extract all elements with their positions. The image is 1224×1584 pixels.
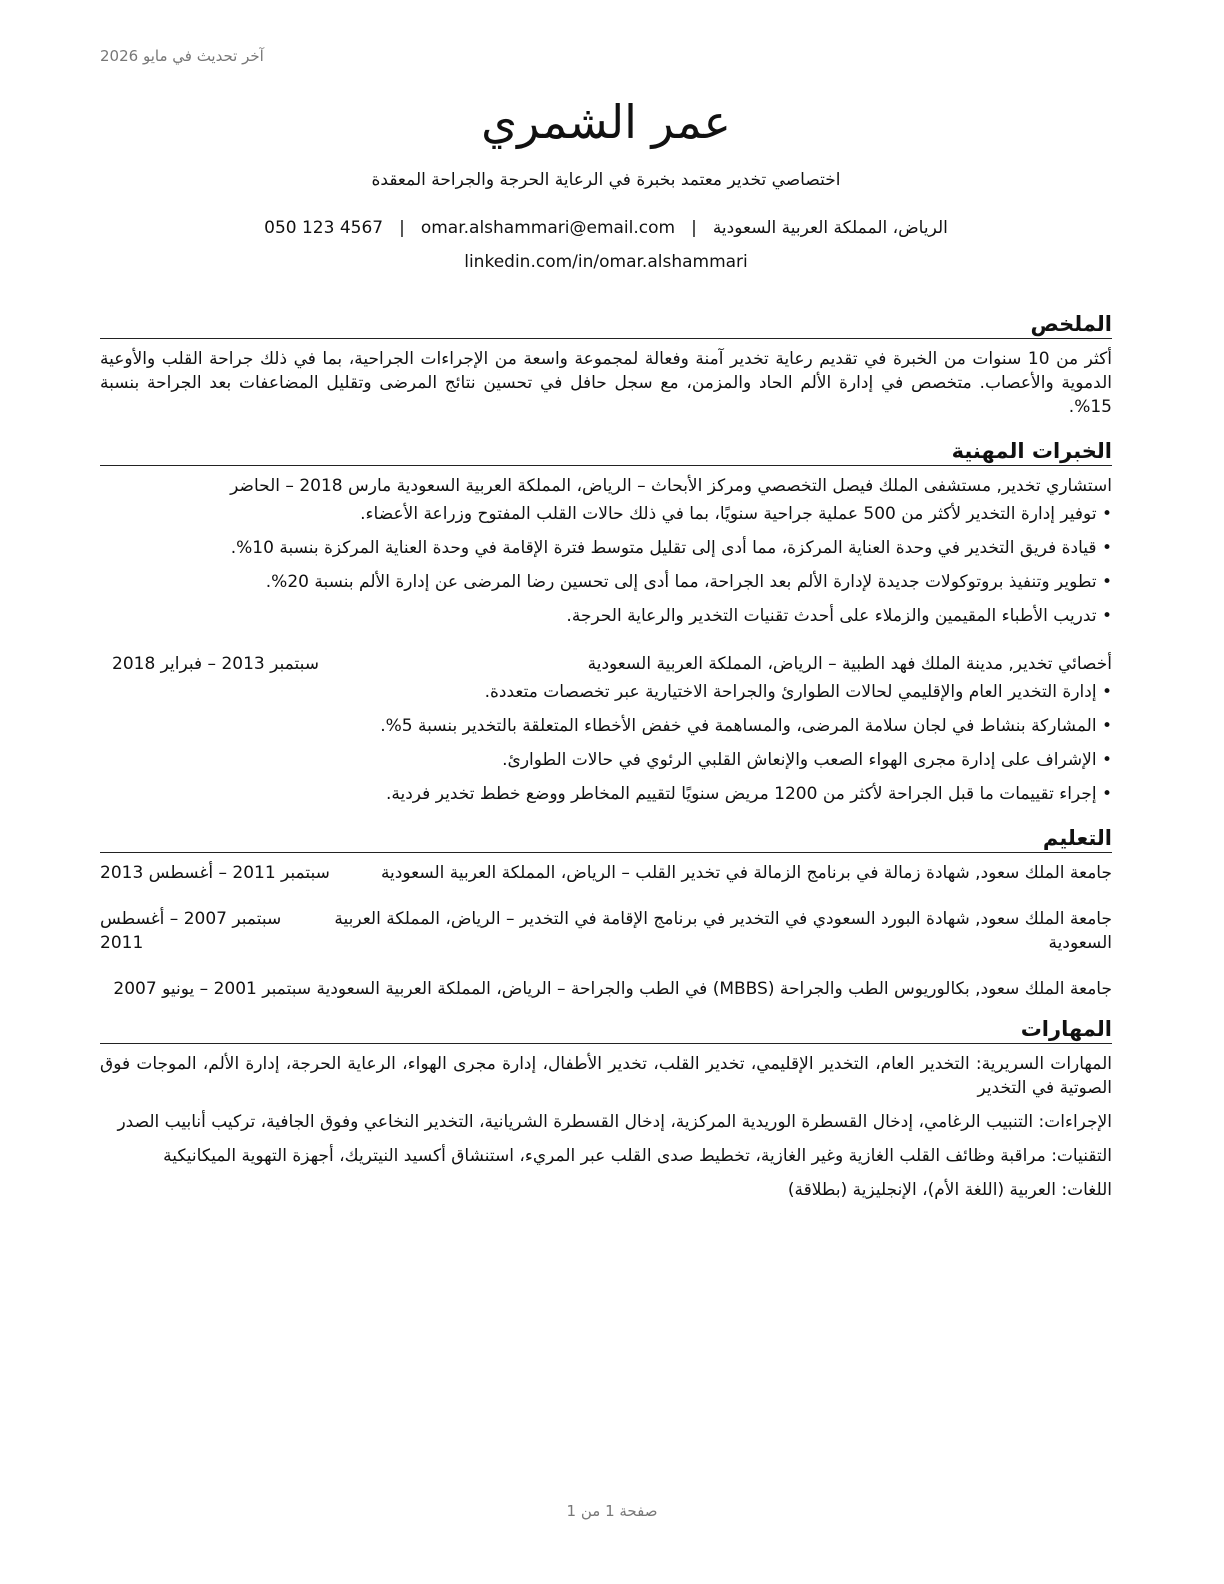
experience-item (100, 652, 1112, 806)
phone: 050 123 4567 (264, 218, 384, 238)
experience-item (100, 474, 1112, 628)
education-dates: سبتمبر 2011 – أغسطس 2013 (100, 863, 330, 883)
experience-title: الخبرات المهنية (100, 437, 1112, 466)
separator: | (691, 218, 697, 238)
list-item: • تدريب الأطباء المقيمين والزملاء على أحدث تقنيات التخدير والرعاية الحرجة. (100, 604, 1112, 628)
job-heading: أخصائي تخدير, مدينة الملك فهد الطبية – الرياض، المملكة العربية السعودية (587, 654, 1112, 674)
skills-clinical: المهارات السريرية: التخدير العام، التخدير الإقليمي، تخدير القلب، تخدير الأطفال، إدارة مجرى الهواء، الرعاية الحرجة، إدارة الألم، الموجات فوق الصوتية في التخدير (100, 1054, 1112, 1098)
list-item: • تطوير وتنفيذ بروتوكولات جديدة لإدارة الألم بعد الجراحة، مما أدى إلى تحسين رضا المرضى عن إدارة الألم بنسبة 20%. (100, 570, 1112, 594)
list-item: • إدارة التخدير العام والإقليمي لحالات الطوارئ والجراحة الاختيارية عبر تخصصات متعددة. (100, 680, 1112, 704)
skills-procedures: الإجراءات: التنبيب الرغامي، إدخال القسطرة الوريدية المركزية، إدخال القسطرة الشريانية، التخدير النخاعي وفوق الجافية، تركيب أنابيب الصدر (117, 1112, 1112, 1132)
page-number: صفحة 1 من 1 (566, 1502, 658, 1520)
contact-line (100, 216, 1112, 240)
list-item: • المشاركة بنشاط في لجان سلامة المرضى، والمساهمة في خفض الأخطاء المتعلقة بالتخدير بنسبة 5%. (100, 714, 1112, 738)
education-item (100, 907, 1112, 955)
education-item (100, 977, 1112, 1001)
job-bullets (100, 502, 1112, 628)
email-link[interactable]: omar.alshammari@email.com (420, 218, 676, 238)
candidate-headline: اختصاصي تخدير معتمد بخبرة في الرعاية الحرجة والجراحة المعقدة (371, 170, 841, 190)
candidate-name: عمر الشمري (481, 95, 731, 149)
skills-techniques: التقنيات: مراقبة وظائف القلب الغازية وغير الغازية، تخطيط صدى القلب عبر المريء، استنشاق أكسيد النيتريك، أجهزة التهوية الميكانيكية (163, 1146, 1112, 1166)
list-item: • توفير إدارة التخدير لأكثر من 500 عملية جراحية سنويًا، بما في ذلك حالات القلب المفتوح وزراعة الأعضاء. (100, 502, 1112, 526)
linkedin-link[interactable]: linkedin.com/in/omar.alshammari (464, 252, 748, 272)
list-item: • إجراء تقييمات ما قبل الجراحة لأكثر من 1200 مريض سنويًا لتقييم المخاطر ووضع خطط تخدير فردية. (100, 782, 1112, 806)
education-item (100, 861, 1112, 885)
skills-title: المهارات (100, 1015, 1112, 1044)
job-bullets (100, 680, 1112, 806)
resume-header (100, 92, 1112, 274)
summary-title: الملخص (100, 310, 1112, 339)
separator: | (399, 218, 405, 238)
list-item: • قيادة فريق التخدير في وحدة العناية المركزة، مما أدى إلى تقليل متوسط فترة الإقامة في وحدة العناية المركزة بنسبة 10%. (100, 536, 1112, 560)
education-dates: سبتمبر 2007 – أغسطس 2011 (100, 909, 282, 953)
skills-languages: اللغات: العربية (اللغة الأم)، الإنجليزية (بطلاقة) (787, 1180, 1112, 1200)
job-heading: استشاري تخدير, مستشفى الملك فيصل التخصصي ومركز الأبحاث – الرياض، المملكة العربية السعودية مارس 2018 – الحاضر (230, 476, 1112, 496)
job-dates: سبتمبر 2013 – فبراير 2018 (112, 654, 319, 674)
education-text: جامعة الملك سعود, شهادة البورد السعودي في التخدير في برنامج الإقامة في التخدير – الرياض، المملكة العربية السعودية (334, 909, 1112, 953)
education-text: جامعة الملك سعود, شهادة زمالة في برنامج الزمالة في تخدير القلب – الرياض، المملكة العربية السعودية (380, 863, 1112, 883)
education-text: جامعة الملك سعود, بكالوريوس الطب والجراحة (MBBS) في الطب والجراحة – الرياض، المملكة العربية السعودية سبتمبر 2001 – يونيو 2007 (113, 979, 1112, 999)
list-item: • الإشراف على إدارة مجرى الهواء الصعب والإنعاش القلبي الرئوي في حالات الطوارئ. (100, 748, 1112, 772)
education-title: التعليم (100, 824, 1112, 853)
resume-body (100, 310, 1112, 1212)
summary-text: أكثر من 10 سنوات من الخبرة في تقديم رعاية تخدير آمنة وفعالة لمجموعة واسعة من الإجراءات الجراحية، بما في ذلك جراحة القلب والأوعية الدموية والأعصاب. متخصص في إدارة الألم الحاد والمزمن، مع سجل حافل في تحسين نتائج المرضى وتقليل المضاعفات بعد الجراحة بنسبة 15%. (100, 349, 1112, 417)
location: الرياض، المملكة العربية السعودية (712, 218, 948, 238)
last-updated: آخر تحديث في مايو 2026 (100, 47, 264, 65)
